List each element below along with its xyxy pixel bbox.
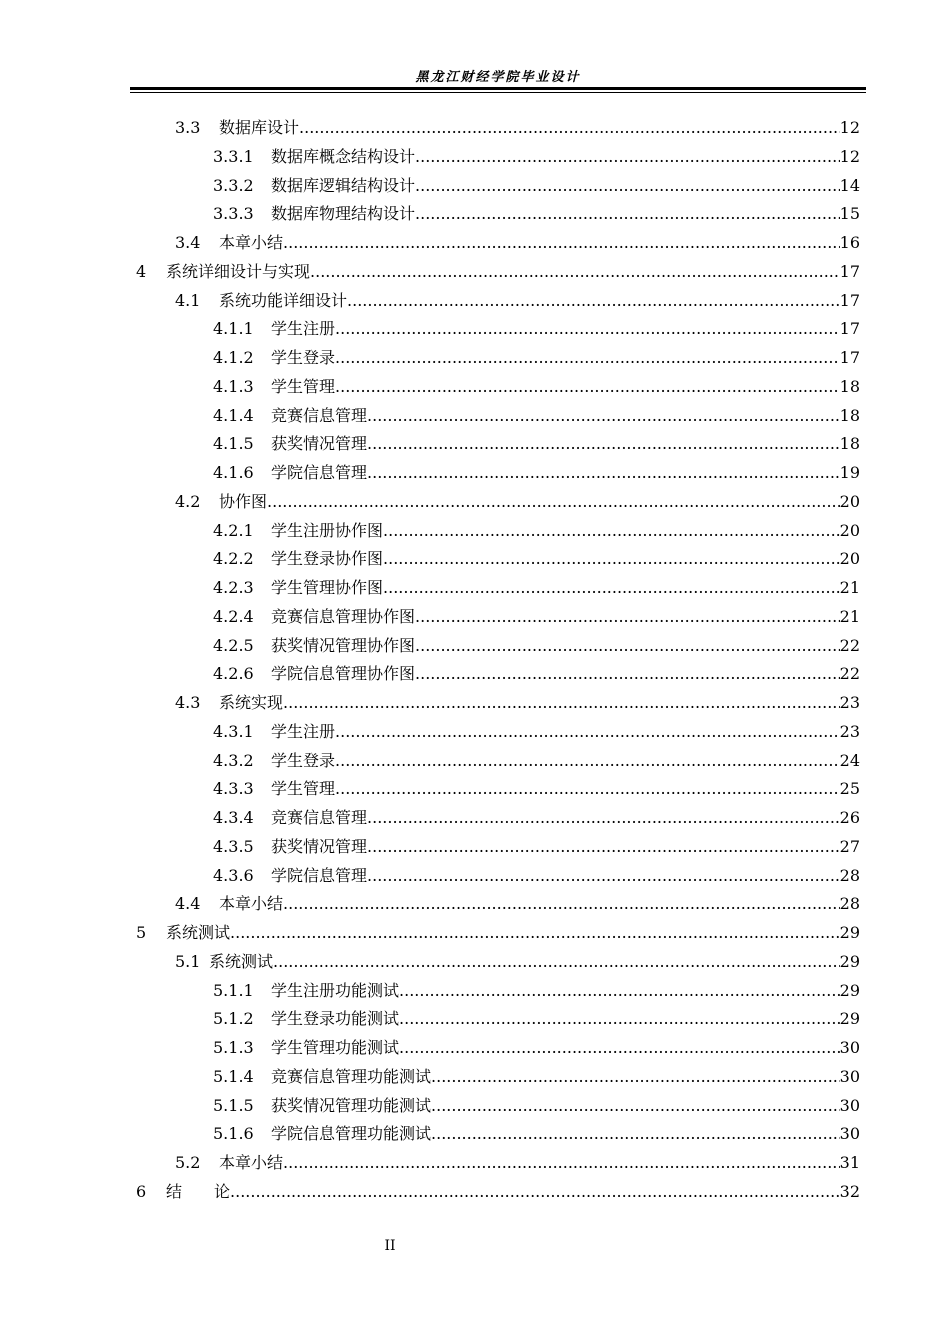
toc-entry[interactable] (0, 1120, 950, 1149)
table-of-contents (0, 114, 950, 1207)
toc-entry-page: 29 (840, 919, 860, 948)
toc-entry-title: 竞赛信息管理 (271, 804, 367, 833)
toc-leader-dots (415, 172, 840, 201)
toc-entry-number: 4.3.4 (213, 804, 271, 833)
toc-entry-title: 本章小结 (219, 229, 283, 258)
toc-entry-number: 4.3.6 (213, 862, 271, 891)
toc-entry-page: 27 (840, 833, 860, 862)
toc-entry-title: 学院信息管理 (271, 862, 367, 891)
toc-entry-title: 学生管理 (271, 373, 335, 402)
header-rule-thin (130, 92, 866, 93)
toc-entry-page: 17 (840, 287, 860, 316)
toc-entry-number: 4.1.2 (213, 344, 271, 373)
toc-entry-number: 4.2.2 (213, 545, 271, 574)
toc-entry-page: 30 (840, 1092, 860, 1121)
toc-entry-title: 学生注册 (271, 315, 335, 344)
toc-entry-page: 30 (840, 1120, 860, 1149)
toc-entry-page: 21 (840, 574, 860, 603)
toc-entry-number: 6 (136, 1178, 166, 1207)
toc-entry[interactable] (0, 718, 950, 747)
toc-entry-number: 4.2.5 (213, 632, 271, 661)
toc-entry[interactable] (0, 344, 950, 373)
toc-entry[interactable] (0, 747, 950, 776)
toc-leader-dots (335, 747, 840, 776)
toc-entry-title: 系统功能详细设计 (219, 287, 347, 316)
toc-leader-dots (431, 1092, 840, 1121)
toc-entry-page: 31 (840, 1149, 860, 1178)
toc-entry-page: 20 (840, 488, 860, 517)
toc-entry[interactable] (0, 890, 950, 919)
toc-entry[interactable] (0, 287, 950, 316)
toc-entry-title: 数据库物理结构设计 (271, 200, 415, 229)
toc-entry[interactable] (0, 545, 950, 574)
toc-entry[interactable] (0, 804, 950, 833)
toc-entry-title: 学生管理协作图 (271, 574, 383, 603)
toc-entry-number: 5.1 (175, 948, 209, 977)
toc-entry-page: 21 (840, 603, 860, 632)
toc-entry-number: 4.2 (175, 488, 219, 517)
toc-leader-dots (399, 977, 840, 1006)
toc-entry-page: 15 (840, 200, 860, 229)
toc-leader-dots (415, 660, 840, 689)
toc-leader-dots (335, 718, 840, 747)
toc-entry-number: 5.1.3 (213, 1034, 271, 1063)
toc-entry-page: 29 (840, 977, 860, 1006)
toc-leader-dots (367, 804, 840, 833)
toc-entry-page: 29 (840, 948, 860, 977)
toc-leader-dots (431, 1120, 840, 1149)
toc-entry-number: 3.3.1 (213, 143, 271, 172)
toc-entry[interactable] (0, 833, 950, 862)
toc-entry-number: 4.2.1 (213, 517, 271, 546)
toc-entry[interactable] (0, 315, 950, 344)
toc-entry-number: 4.3.3 (213, 775, 271, 804)
toc-entry-number: 4.3.5 (213, 833, 271, 862)
toc-entry-number: 4.2.6 (213, 660, 271, 689)
toc-leader-dots (335, 775, 840, 804)
toc-entry[interactable] (0, 1092, 950, 1121)
toc-leader-dots (283, 890, 840, 919)
toc-entry-page: 32 (840, 1178, 860, 1207)
toc-entry-page: 20 (840, 545, 860, 574)
toc-entry[interactable] (0, 1034, 950, 1063)
toc-entry[interactable] (0, 114, 950, 143)
toc-entry-title: 学生管理 (271, 775, 335, 804)
toc-entry-title: 学生登录 (271, 344, 335, 373)
toc-leader-dots (230, 919, 840, 948)
toc-leader-dots (431, 1063, 840, 1092)
toc-entry-number: 5.1.1 (213, 977, 271, 1006)
toc-leader-dots (383, 574, 840, 603)
toc-entry[interactable] (0, 143, 950, 172)
toc-entry-number: 4.3.1 (213, 718, 271, 747)
toc-entry-number: 4.3.2 (213, 747, 271, 776)
toc-entry-title: 系统测试 (209, 948, 273, 977)
toc-leader-dots (383, 545, 840, 574)
toc-entry[interactable] (0, 632, 950, 661)
toc-entry[interactable] (0, 258, 950, 287)
toc-entry[interactable] (0, 229, 950, 258)
toc-entry-number: 3.4 (175, 229, 219, 258)
toc-entry-page: 17 (840, 315, 860, 344)
toc-entry-page: 23 (840, 718, 860, 747)
toc-entry[interactable] (0, 517, 950, 546)
toc-entry-number: 4.1.4 (213, 402, 271, 431)
toc-leader-dots (335, 373, 840, 402)
toc-entry-title: 学生登录功能测试 (271, 1005, 399, 1034)
toc-entry-page: 18 (840, 402, 860, 431)
toc-entry-number: 4 (136, 258, 166, 287)
toc-entry-page: 28 (840, 890, 860, 919)
toc-entry-page: 26 (840, 804, 860, 833)
toc-entry-title: 本章小结 (219, 1149, 283, 1178)
toc-entry-number: 4.1.6 (213, 459, 271, 488)
toc-entry-number: 5.1.4 (213, 1063, 271, 1092)
toc-leader-dots (283, 689, 840, 718)
toc-entry-number: 5.2 (175, 1149, 219, 1178)
toc-entry-page: 12 (840, 143, 860, 172)
toc-entry-number: 4.3 (175, 689, 219, 718)
toc-entry-title: 系统实现 (219, 689, 283, 718)
toc-entry-number: 4.1.5 (213, 430, 271, 459)
toc-entry-title: 学生登录协作图 (271, 545, 383, 574)
toc-leader-dots (273, 948, 840, 977)
toc-leader-dots (367, 430, 840, 459)
toc-entry[interactable] (0, 402, 950, 431)
toc-entry[interactable] (0, 775, 950, 804)
toc-entry-title: 学院信息管理协作图 (271, 660, 415, 689)
toc-leader-dots (415, 200, 840, 229)
toc-entry-title: 数据库逻辑结构设计 (271, 172, 415, 201)
toc-entry[interactable] (0, 574, 950, 603)
toc-entry-title: 学生注册 (271, 718, 335, 747)
toc-entry-title: 本章小结 (219, 890, 283, 919)
toc-entry-title: 获奖情况管理功能测试 (271, 1092, 431, 1121)
toc-entry-number: 5.1.6 (213, 1120, 271, 1149)
toc-leader-dots (367, 402, 840, 431)
toc-entry-number: 4.1.3 (213, 373, 271, 402)
toc-leader-dots (335, 315, 840, 344)
toc-leader-dots (415, 632, 840, 661)
toc-leader-dots (399, 1034, 840, 1063)
toc-entry-page: 28 (840, 862, 860, 891)
toc-leader-dots (283, 1149, 840, 1178)
toc-entry-title: 学生注册协作图 (271, 517, 383, 546)
toc-entry[interactable] (0, 200, 950, 229)
toc-entry-page: 18 (840, 373, 860, 402)
toc-entry[interactable] (0, 603, 950, 632)
toc-entry-number: 4.2.3 (213, 574, 271, 603)
toc-entry-page: 19 (840, 459, 860, 488)
toc-leader-dots (383, 517, 840, 546)
toc-entry-title: 数据库设计 (219, 114, 299, 143)
toc-entry-title: 竞赛信息管理协作图 (271, 603, 415, 632)
toc-entry[interactable] (0, 1178, 950, 1207)
toc-leader-dots (310, 258, 840, 287)
toc-entry-title: 学生登录 (271, 747, 335, 776)
toc-entry-page: 25 (840, 775, 860, 804)
toc-entry-title: 学院信息管理功能测试 (271, 1120, 431, 1149)
toc-leader-dots (399, 1005, 840, 1034)
toc-entry-number: 5.1.2 (213, 1005, 271, 1034)
toc-entry-page: 29 (840, 1005, 860, 1034)
toc-leader-dots (367, 833, 840, 862)
toc-entry-number: 4.4 (175, 890, 219, 919)
toc-entry-title: 竞赛信息管理功能测试 (271, 1063, 431, 1092)
toc-entry[interactable] (0, 689, 950, 718)
toc-leader-dots (230, 1178, 840, 1207)
toc-entry[interactable] (0, 1063, 950, 1092)
header-rule-thick (130, 87, 866, 90)
toc-entry-number: 3.3.2 (213, 172, 271, 201)
toc-entry-title: 系统测试 (166, 919, 230, 948)
page-header-title: 黑龙江财经学院毕业设计 (415, 70, 581, 85)
toc-entry-page: 17 (840, 344, 860, 373)
toc-entry-title: 系统详细设计与实现 (166, 258, 310, 287)
toc-entry-page: 30 (840, 1034, 860, 1063)
toc-entry-number: 4.1 (175, 287, 219, 316)
toc-entry-title: 学院信息管理 (271, 459, 367, 488)
toc-entry-title: 获奖情况管理协作图 (271, 632, 415, 661)
toc-entry[interactable] (0, 948, 950, 977)
toc-leader-dots (415, 603, 840, 632)
toc-entry-page: 14 (840, 172, 860, 201)
toc-entry-title: 结 论 (166, 1178, 230, 1207)
toc-entry[interactable] (0, 373, 950, 402)
toc-entry-title: 获奖情况管理 (271, 833, 367, 862)
toc-entry-page: 22 (840, 660, 860, 689)
toc-entry[interactable] (0, 660, 950, 689)
toc-entry-number: 5 (136, 919, 166, 948)
toc-leader-dots (367, 459, 840, 488)
page-number: II (384, 1238, 396, 1254)
toc-entry-number: 5.1.5 (213, 1092, 271, 1121)
toc-entry-title: 数据库概念结构设计 (271, 143, 415, 172)
toc-entry[interactable] (0, 459, 950, 488)
toc-entry-title: 学生注册功能测试 (271, 977, 399, 1006)
toc-entry-page: 24 (840, 747, 860, 776)
toc-leader-dots (283, 229, 840, 258)
toc-entry-title: 获奖情况管理 (271, 430, 367, 459)
toc-entry-number: 4.1.1 (213, 315, 271, 344)
toc-entry-number: 3.3 (175, 114, 219, 143)
toc-entry-title: 协作图 (219, 488, 267, 517)
toc-entry-page: 18 (840, 430, 860, 459)
toc-entry[interactable] (0, 1005, 950, 1034)
toc-leader-dots (347, 287, 840, 316)
toc-entry-number: 3.3.3 (213, 200, 271, 229)
toc-entry[interactable] (0, 172, 950, 201)
toc-entry[interactable] (0, 1149, 950, 1178)
toc-leader-dots (415, 143, 840, 172)
toc-leader-dots (367, 862, 840, 891)
toc-entry-page: 20 (840, 517, 860, 546)
toc-leader-dots (267, 488, 840, 517)
toc-entry-page: 23 (840, 689, 860, 718)
toc-entry[interactable] (0, 977, 950, 1006)
toc-entry-title: 学生管理功能测试 (271, 1034, 399, 1063)
toc-leader-dots (299, 114, 840, 143)
toc-entry[interactable] (0, 919, 950, 948)
toc-entry-page: 30 (840, 1063, 860, 1092)
toc-leader-dots (335, 344, 840, 373)
toc-entry[interactable] (0, 862, 950, 891)
toc-entry[interactable] (0, 488, 950, 517)
toc-entry-page: 16 (840, 229, 860, 258)
toc-entry-number: 4.2.4 (213, 603, 271, 632)
toc-entry-page: 22 (840, 632, 860, 661)
toc-entry-title: 竞赛信息管理 (271, 402, 367, 431)
toc-entry-page: 17 (840, 258, 860, 287)
toc-entry[interactable] (0, 430, 950, 459)
toc-entry-page: 12 (840, 114, 860, 143)
